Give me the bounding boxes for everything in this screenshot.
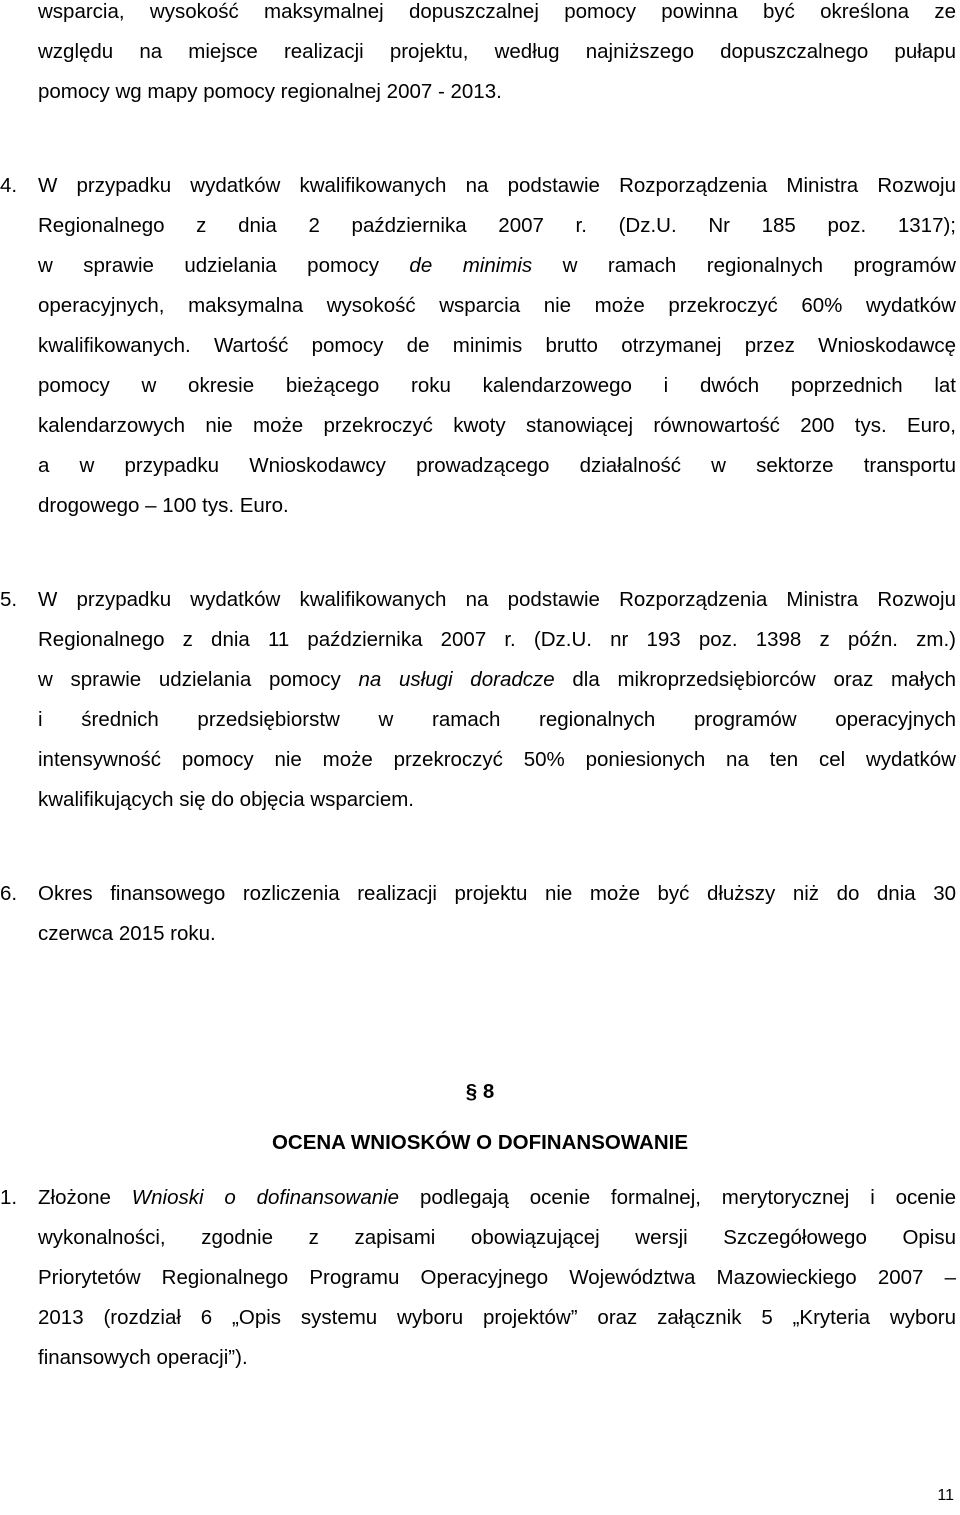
item-4-line-9: drogowego – 100 tys. Euro.: [38, 494, 289, 517]
item-4-number: 4.: [0, 174, 18, 197]
item-4-line-7: kalendarzowych nie może przekroczyć kwoty stanowiącej równowartość 200 tys. Euro,: [38, 414, 956, 437]
item-4-line-1: W przypadku wydatków kwalifikowanych na podstawie Rozporządzenia Ministra Rozwoju: [38, 174, 956, 197]
section-title: OCENA WNIOSKÓW O DOFINANSOWANIE: [271, 1131, 689, 1154]
page-number: 11: [937, 1487, 954, 1504]
item-4-line-8: a w przypadku Wnioskodawcy prowadzącego działalność w sektorze transportu: [38, 454, 956, 477]
item-1-number: 1.: [0, 1186, 18, 1209]
item-1-line-2: wykonalności, zgodnie z zapisami obowiązującej wersji Szczegółowego Opisu: [38, 1226, 956, 1249]
item-4-line-5: kwalifikowanych. Wartość pomocy de minimis brutto otrzymanej przez Wnioskodawcę: [38, 334, 956, 357]
item-1-line-5: finansowych operacji”).: [38, 1346, 248, 1369]
intro-line-1: wsparcia, wysokość maksymalnej dopuszczalnej pomocy powinna być określona ze: [38, 0, 956, 23]
item-6-line-2: czerwca 2015 roku.: [38, 922, 216, 945]
item-4-line-6: pomocy w okresie bieżącego roku kalendarzowego i dwóch poprzednich lat: [38, 374, 956, 397]
item-1-line-4: 2013 (rozdział 6 „Opis systemu wyboru projektów” oraz załącznik 5 „Kryteria wyboru: [38, 1306, 956, 1329]
item-5-line-1: W przypadku wydatków kwalifikowanych na podstawie Rozporządzenia Ministra Rozwoju: [38, 588, 956, 611]
item-4-line-2: Regionalnego z dnia 2 października 2007 r. (Dz.U. Nr 185 poz. 1317);: [38, 214, 956, 237]
intro-line-2: względu na miejsce realizacji projektu, według najniższego dopuszczalnego pułapu: [38, 40, 956, 63]
item-5-line-2: Regionalnego z dnia 11 października 2007 r. (Dz.U. nr 193 poz. 1398 z późn. zm.): [38, 628, 956, 651]
item-6-line-1: Okres finansowego rozliczenia realizacji projektu nie może być dłuższy niż do dnia 30: [38, 882, 956, 905]
item-6-number: 6.: [0, 882, 18, 905]
item-5-line-5: intensywność pomocy nie może przekroczyć 50% poniesionych na ten cel wydatków: [38, 748, 956, 771]
item-5-line-3: w sprawie udzielania pomocy na usługi doradcze dla mikroprzedsiębiorców oraz małych: [38, 668, 956, 691]
intro-line-3: pomocy wg mapy pomocy regionalnej 2007 - 2013.: [38, 80, 502, 103]
item-5-number: 5.: [0, 588, 18, 611]
section-number: § 8: [465, 1080, 495, 1103]
item-4-line-4: operacyjnych, maksymalna wysokość wsparcia nie może przekroczyć 60% wydatków: [38, 294, 956, 317]
item-5-line-6: kwalifikujących się do objęcia wsparciem.: [38, 788, 414, 811]
item-5-line-4: i średnich przedsiębiorstw w ramach regionalnych programów operacyjnych: [38, 708, 956, 731]
item-4-line-3: w sprawie udzielania pomocy de minimis w ramach regionalnych programów: [38, 254, 956, 277]
item-1-line-3: Priorytetów Regionalnego Programu Operacyjnego Województwa Mazowieckiego 2007 –: [38, 1266, 956, 1289]
item-1-line-1: Złożone Wnioski o dofinansowanie podlegają ocenie formalnej, merytorycznej i ocenie: [38, 1186, 956, 1209]
